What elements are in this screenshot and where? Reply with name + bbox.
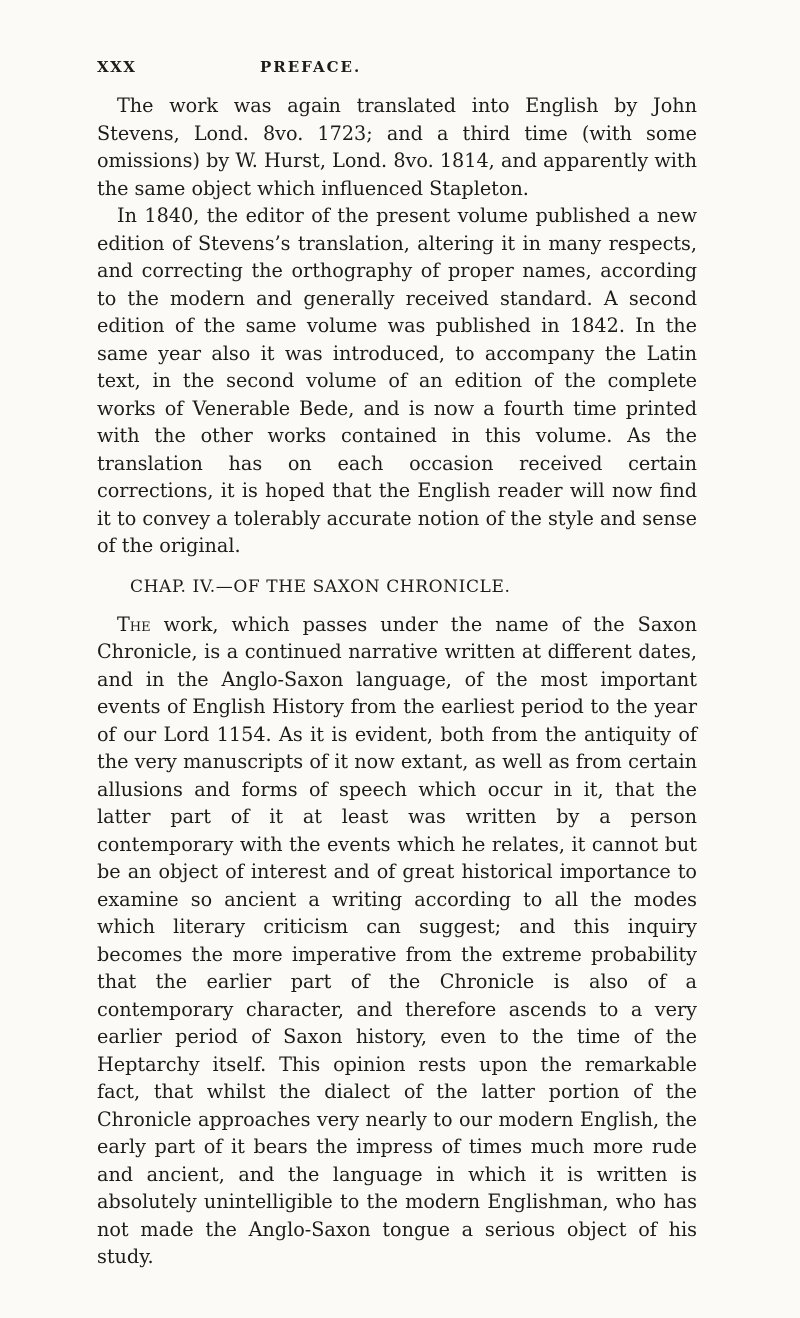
body-text	[97, 92, 697, 1271]
paragraph-lead-word: The	[117, 612, 151, 636]
page-number: XXX	[97, 58, 137, 76]
book-page	[97, 58, 697, 1271]
running-head	[97, 58, 697, 92]
paragraph-saxon-chronicle	[97, 611, 697, 1271]
paragraph-editions: In 1840, the editor of the present volume published a new edition of Stevens’s translation, altering it in many respects, and correcting the orthography of proper names, according to the modern and generally received standard. A second edition of the same volume was published in 1842. In the same year also it was introduced, to accompany the Latin text, in the second volume of an edition of the complete works of Venerable Bede, and is now a fourth time printed with the other works contained in this volume. As the translation has on each occasion received certain corrections, it is hoped that the English reader will now find it to convey a tolerably accurate notion of the style and sense of the original.	[97, 204, 697, 557]
paragraph-translation-history: The work was again translated into English by John Stevens, Lond. 8vo. 1723; and a third time (with some omissions) by W. Hurst, Lond. 8vo. 1814, and apparently with the same object which influenced Stapleton.	[97, 94, 697, 200]
running-title: PREFACE.	[260, 58, 362, 76]
paragraph-body: work, which passes under the name of the Saxon Chronicle, is a continued narrative written at different dates, and in the Anglo-Saxon language, of the most important events of English History from the earliest period to the year of our Lord 1154. As it is evident, both from the antiquity of the very manuscripts of it now extant, as well as from certain allusions and forms of speech which occur in it, that the latter part of it at least was written by a person contemporary with the events which he relates, it cannot but be an object of interest and of great historical importance to examine so ancient a writing according to all the modes which literary criticism can suggest; and this inquiry becomes the more imperative from the extreme probability that the earlier part of the Chronicle is also of a contemporary character, and therefore ascends to a very earlier period of Saxon history, even to the time of the Heptarchy itself. This opinion rests upon the remarkable fact, that whilst the dialect of the latter portion of the Chronicle approaches very nearly to our modern English, the early part of it bears the impress of times much more rude and ancient, and the language in which it is written is absolutely unintelligible to the modern Englishman, who has not made the Anglo-Saxon tongue a serious object of his study.	[97, 612, 697, 1268]
chapter-heading: CHAP. IV.—OF THE SAXON CHRONICLE.	[130, 576, 511, 597]
